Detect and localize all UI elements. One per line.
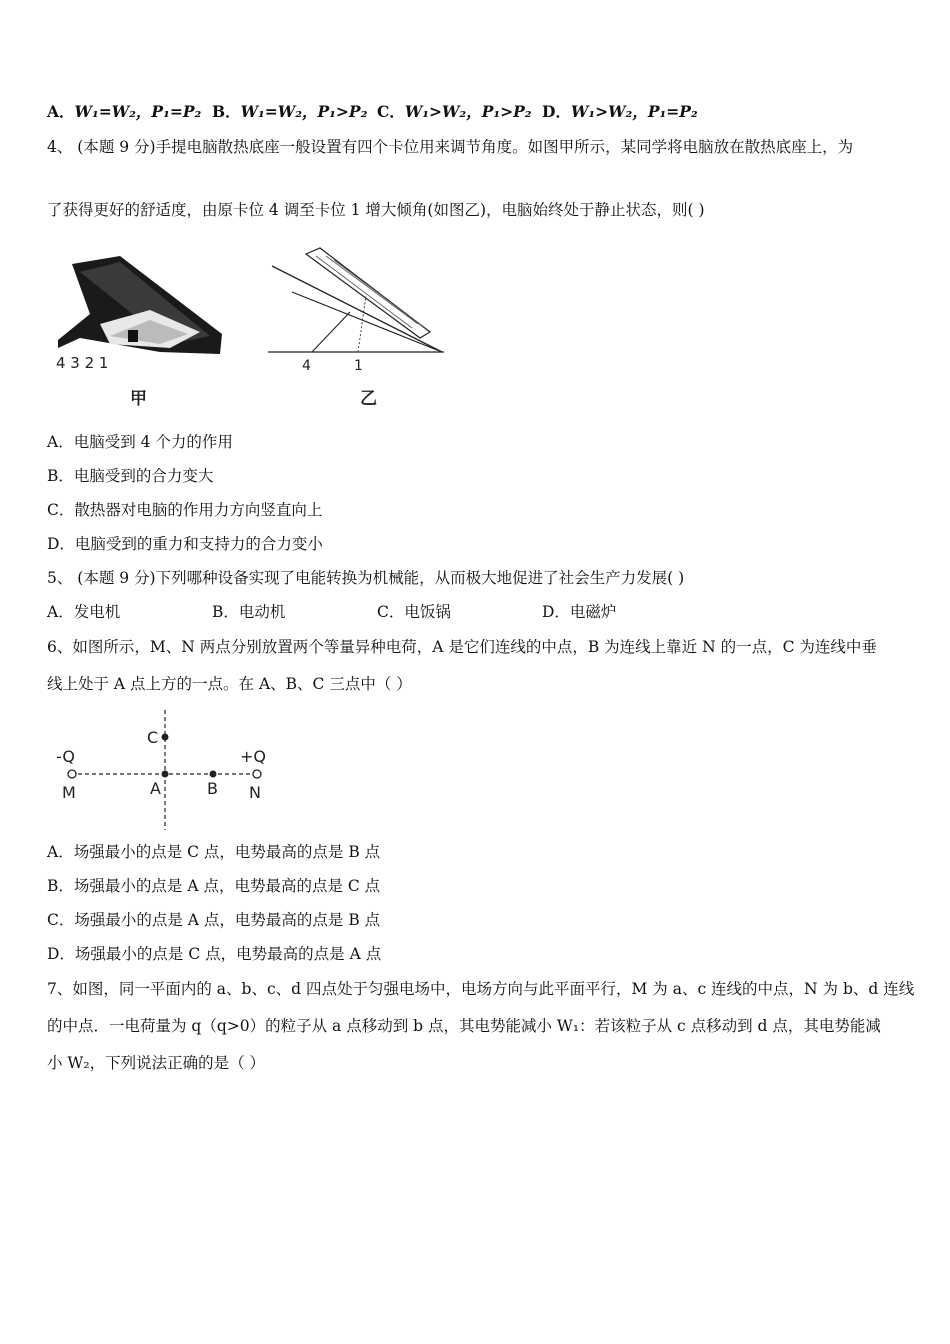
q3-option-a: A．W₁=W₂，P₁=P₂ — [47, 102, 202, 121]
q4-option-d: D．电脑受到的重力和支持力的合力变小 — [47, 535, 323, 553]
figure-q6-charges — [50, 706, 280, 836]
q7-stem-line3: 小 W₂，下列说法正确的是（ ） — [47, 1054, 265, 1072]
fig-yi-label: 乙 — [360, 389, 377, 409]
fig-jia-label: 甲 — [130, 389, 147, 409]
q6-stem-line1: 6、如图所示，M、N 两点分别放置两个等量异种电荷，A 是它们连线的中点，B 为连线上靠近 N 的一点，C 为连线中垂 — [47, 638, 877, 656]
q5-option-c: C．电饭锅 — [377, 603, 451, 621]
q5-option-b: B．电动机 — [212, 603, 286, 621]
q4-stem-line1: 4、 (本题 9 分)手提电脑散热底座一般设置有四个卡位用来调节角度。如图甲所示，某同学将电脑放在散热底座上，为 — [47, 138, 854, 156]
fig-q6-label-n: N — [249, 783, 261, 802]
q4-stem-line2: 了获得更好的舒适度，由原卡位 4 调至卡位 1 增大倾角(如图乙)，电脑始终处于静止状态，则( ) — [47, 201, 705, 219]
q3-option-c: C．W₁>W₂，P₁>P₂ — [377, 102, 532, 121]
fig-q6-label-c: C — [147, 728, 159, 747]
q7-stem-line2: 的中点．一电荷量为 q（q>0）的粒子从 a 点移动到 b 点，其电势能减小 W₁：若该粒子从 c 点移动到 d 点，其电势能减 — [47, 1017, 881, 1035]
q4-option-c: C．散热器对电脑的作用力方向竖直向上 — [47, 501, 323, 519]
q5-options — [47, 602, 707, 622]
q7-stem-line1: 7、如图，同一平面内的 a、b、c、d 四点处于匀强电场中，电场方向与此平面平行，M 为 a、c 连线的中点，N 为 b、d 连线 — [47, 980, 915, 998]
q5-option-d: D．电磁炉 — [542, 603, 617, 621]
fig-q6-label-a: A — [150, 779, 161, 798]
q5-option-a: A．发电机 — [47, 603, 121, 621]
fig-q6-label-b: B — [207, 779, 218, 798]
fig-q6-neg-charge: -Q — [56, 747, 75, 766]
q6-stem-line2: 线上处于 A 点上方的一点。在 A、B、C 三点中（ ） — [47, 675, 412, 693]
fig-jia-positions: 4 3 2 1 — [56, 354, 109, 372]
q4-option-b: B．电脑受到的合力变大 — [47, 467, 214, 485]
figure-jia-laptop-stand — [50, 252, 230, 412]
q6-option-b: B．场强最小的点是 A 点，电势最高的点是 C 点 — [47, 877, 381, 895]
q4-option-a: A．电脑受到 4 个力的作用 — [47, 433, 233, 451]
q3-option-d: D．W₁>W₂，P₁=P₂ — [542, 102, 698, 121]
fig-q6-label-m: M — [62, 783, 76, 802]
figure-yi-diagram — [262, 246, 452, 412]
fig-yi-pos4: 4 — [302, 358, 311, 374]
q6-option-d: D．场强最小的点是 C 点，电势最高的点是 A 点 — [47, 945, 382, 963]
q6-option-a: A．场强最小的点是 C 点，电势最高的点是 B 点 — [47, 843, 381, 861]
fig-yi-pos1: 1 — [354, 358, 363, 374]
q3-options — [47, 102, 707, 122]
q5-stem: 5、 (本题 9 分)下列哪种设备实现了电能转换为机械能，从而极大地促进了社会生产力发展( ) — [47, 569, 685, 587]
fig-q6-pos-charge: +Q — [240, 747, 266, 766]
q6-option-c: C．场强最小的点是 A 点，电势最高的点是 B 点 — [47, 911, 381, 929]
q3-option-b: B．W₁=W₂，P₁>P₂ — [212, 102, 368, 121]
